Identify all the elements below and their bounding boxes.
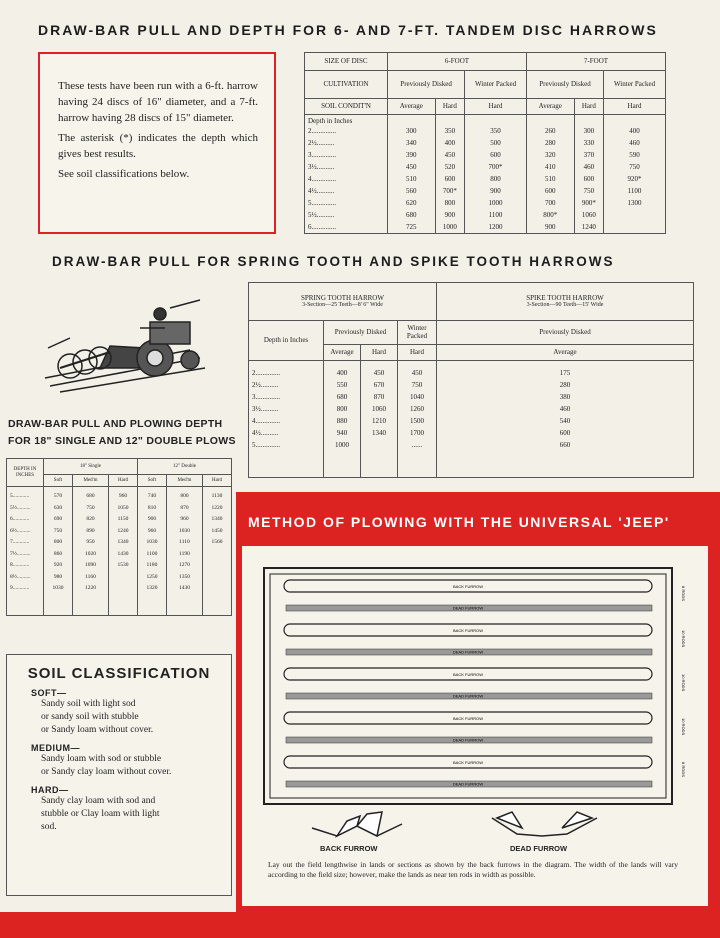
spring-winter-packed: Winter Packed [398, 321, 437, 345]
disc-value-cell: 600 [583, 175, 595, 183]
harrow-value-cell: 380 [559, 393, 571, 401]
plow-value-cell: 1530 [117, 562, 129, 568]
plow-value-cell: 1110 [179, 539, 190, 545]
spring-wp-hard: Hard [398, 345, 437, 361]
plow-value-cell: 1030 [52, 585, 64, 591]
disc-value-cell: 300 [583, 127, 595, 135]
plow-value-cell: 630 [53, 504, 63, 511]
disc-value-cell: 320 [545, 151, 556, 159]
note-paragraph-1: These tests have been run with a 6-ft. harrow having 24 discs of 16" diameter, and a 7-ft. harrow having 28 discs of 15" diameter. [58, 80, 258, 124]
harrow-depth-cell: 2½.......... [252, 381, 279, 389]
plow-value-cell: 960 [147, 527, 157, 534]
harrow-value-cell: 1210 [372, 417, 386, 425]
plow-value-cell: 1450 [211, 527, 223, 534]
note-paragraph-3: See soil classifications below. [58, 168, 190, 180]
harrow-value-cell: 1040 [410, 393, 424, 401]
disc-harrow-title: DRAW-BAR PULL AND DEPTH FOR 6- AND 7-FT. TANDEM DISC HARROWS [38, 22, 658, 38]
plow-depth-cell: 7............ [10, 539, 30, 545]
plow-value-cell [203, 572, 231, 584]
spike-average: Average [437, 345, 694, 361]
disc-value-cell: 600 [545, 187, 556, 195]
harrow-value-cell: 460 [559, 405, 571, 413]
dead-furrow-row-label: DEAD FURROW [452, 781, 484, 787]
disc-value-cell: 410 [545, 163, 556, 171]
plow-value-cell [109, 583, 137, 595]
disc-depth-cell: 3.............. [308, 151, 336, 160]
harrow-depth-cell: 5.............. [252, 441, 280, 449]
disc-value-cell: 400 [629, 127, 640, 135]
dead-furrow-row-label: DEAD FURROW [452, 605, 484, 611]
harrow-value-cell: 600 [559, 429, 571, 437]
harrow-value-cell: 1340 [372, 429, 386, 437]
plow-value-cell [203, 560, 231, 572]
disc-harrow-note-box [38, 52, 276, 234]
plow-value-cell: 980 [53, 573, 63, 580]
single-soft-values [44, 487, 73, 616]
harrow-value-cell: 750 [411, 381, 423, 389]
disc-value-cell: 920* [627, 175, 642, 183]
col-hard-1: Hard [435, 99, 465, 115]
back-furrow-row-label: BACK FURROW [453, 672, 483, 677]
disc-value-cell: 620 [406, 199, 417, 207]
col-hard-3: Hard [574, 99, 604, 115]
plow-value-cell: 1270 [178, 562, 190, 568]
disc-depth-cell: 4.............. [308, 175, 336, 184]
spring-tooth-title: SPRING TOOTH HARROW [301, 293, 384, 302]
seven-avg-values [526, 115, 574, 234]
single-hard-values [109, 487, 138, 616]
harrow-value-cell: 1060 [372, 405, 386, 413]
col-hard-2: Hard [465, 99, 527, 115]
plow-value-cell: 1050 [117, 504, 129, 511]
disc-value-cell: 370 [583, 151, 595, 159]
harrow-value-cell: 940 [336, 429, 348, 437]
plow-depth-label: DEPTH IN INCHES [7, 459, 44, 487]
disc-value-cell: 560 [406, 187, 417, 195]
plow-value-cell: 1340 [117, 539, 129, 545]
disc-value-cell: 300 [406, 127, 417, 135]
harrow-value-cell: 1500 [410, 417, 424, 425]
note-paragraph-2: The asterisk (*) indicates the depth which gives best results. [58, 132, 258, 160]
rod-width-label: 10 RODS [681, 674, 686, 692]
seven-foot-header: 7-FOOT [526, 53, 665, 71]
harrow-depth-cell: 3½.......... [252, 405, 279, 413]
plow-depth-table [6, 458, 232, 616]
cultivation-label: CULTIVATION [305, 71, 388, 99]
harrow-value-cell: 450 [373, 369, 385, 377]
disc-value-cell: 1100 [488, 211, 503, 219]
soil-condition-label: SOIL CONDIT'N [305, 99, 388, 115]
depth-values [308, 125, 387, 233]
six-foot-header: 6-FOOT [388, 53, 527, 71]
harrow-depth-cell: 2.............. [252, 369, 280, 377]
disc-value-cell [604, 209, 665, 221]
col-hard-4: Hard [604, 99, 666, 115]
disc-value-cell: 1240 [581, 223, 596, 231]
plow-value-cell: 1240 [117, 527, 129, 534]
plow-value-cell: 1430 [117, 550, 129, 557]
dead-furrow-row-label: DEAD FURROW [452, 693, 484, 699]
depth-values-2 [249, 361, 324, 478]
harrow-value-cell: 280 [559, 381, 571, 389]
disc-value-cell: 700* [488, 163, 503, 171]
harrow-value-cell: 870 [373, 393, 385, 401]
spring-avg-values [324, 361, 361, 478]
dead-furrow-label: DEAD FURROW [510, 844, 568, 853]
spike-tooth-header [437, 283, 694, 321]
disc-depth-cell: 2.............. [308, 127, 336, 136]
six-prev-disked: Previously Disked [388, 71, 465, 99]
spring-average: Average [324, 345, 361, 361]
harrow-depth-cell: 3.............. [252, 393, 280, 401]
depth-label: Depth in Inches [308, 117, 353, 125]
double-soft: Soft [137, 475, 166, 487]
single-soft: Soft [44, 475, 73, 487]
disc-depth-cell: 6.............. [308, 223, 336, 232]
harrow-value-cell: 800 [336, 405, 348, 413]
dead-furrow-row-label: DEAD FURROW [452, 737, 484, 743]
plow-depth-cell: 7½.......... [10, 550, 31, 557]
six-hard-values [435, 115, 465, 234]
disc-value-cell: 520 [444, 163, 456, 171]
plow-depth-title-line2: FOR 18" SINGLE AND 12" DOUBLE PLOWS [8, 435, 236, 447]
plow-value-cell: 1220 [84, 585, 96, 591]
plow-value-cell: 750 [53, 527, 63, 534]
disc-value-cell: 900* [581, 199, 596, 207]
disc-depth-cell: 2½.......... [308, 139, 335, 148]
plow-value-cell [203, 583, 231, 595]
depth-label-2: Depth in Inches [249, 321, 324, 361]
plow-depth-cell: 9............ [10, 585, 30, 591]
harrow-value-cell: 880 [336, 417, 348, 425]
disc-value-cell: 450 [444, 151, 456, 159]
harrow-value-cell: 1260 [410, 405, 424, 413]
disc-value-cell [604, 221, 665, 233]
spring-spike-table [248, 282, 694, 478]
harrow-value-cell: 660 [559, 441, 571, 449]
plow-value-cell [109, 572, 137, 584]
disc-value-cell: 510 [406, 175, 417, 183]
disc-value-cell: 900 [545, 223, 556, 231]
spring-hard-values [361, 361, 398, 478]
harrow-value-cell: 550 [336, 381, 348, 389]
single-medium: Med'm [72, 475, 108, 487]
plow-value-cell: 960 [118, 493, 128, 499]
single-plow-header: 18" Single [44, 459, 138, 475]
disc-depth-cell: 4½.......... [308, 187, 335, 196]
disc-depth-cell: 5½.......... [308, 211, 335, 220]
disc-value-cell: 590 [629, 151, 640, 159]
double-hard: Hard [203, 475, 232, 487]
soft-text-1: Sandy soil with light sod [41, 699, 136, 709]
hard-text-2: stubble or Clay loam with light [41, 809, 160, 819]
plow-value-cell: 810 [147, 504, 157, 511]
disc-value-cell: 800 [490, 175, 501, 183]
plow-value-cell: 740 [147, 493, 157, 499]
double-med-values [166, 487, 202, 616]
plow-depth-title-line1: DRAW-BAR PULL AND PLOWING DEPTH [8, 418, 223, 430]
plow-value-cell: 690 [53, 516, 63, 522]
plow-value-cell: 860 [53, 550, 63, 557]
plowing-diagram-panel [242, 546, 708, 906]
plow-value-cell: 1100 [146, 550, 158, 557]
rod-width-label: 10 RODS [681, 630, 686, 648]
six-winter-packed: Winter Packed [465, 71, 527, 99]
plow-value-cell: 950 [86, 539, 95, 545]
spring-hard: Hard [361, 345, 398, 361]
disc-value-cell: 460 [629, 139, 640, 147]
plow-value-cell: 1160 [85, 573, 96, 580]
spring-prev-disked: Previously Disked [324, 321, 398, 345]
plow-value-cell: 1340 [211, 516, 223, 522]
plow-depth-cell: 6............ [10, 516, 30, 522]
seven-winter-packed: Winter Packed [604, 71, 666, 99]
plow-value-cell: 1180 [146, 562, 158, 568]
disc-value-cell: 600 [490, 151, 501, 159]
disc-value-cell: 700* [442, 187, 457, 195]
plow-value-cell: 920 [53, 562, 63, 568]
plow-depth-cell: 5............ [10, 493, 30, 499]
disc-value-cell: 800* [543, 211, 558, 219]
double-plow-header: 12" Double [137, 459, 231, 475]
plow-value-cell: 1030 [146, 539, 158, 545]
col-average-1: Average [388, 99, 436, 115]
plow-value-cell: 870 [180, 504, 189, 511]
disc-value-cell: 600 [444, 175, 456, 183]
medium-text-1: Sandy loam with sod or stubble [41, 754, 162, 764]
plow-value-cell: 570 [53, 493, 63, 499]
hard-text-1: Sandy clay loam with sod and [41, 796, 156, 806]
harrow-value-cell: ...... [411, 441, 423, 449]
disc-value-cell: 390 [406, 151, 417, 159]
spike-tooth-sub: 3-Section—90 Teeth—15' Wide [526, 302, 604, 309]
six-avg-values [388, 115, 436, 234]
plow-value-cell: 1150 [117, 516, 129, 522]
disc-value-cell: 750 [629, 163, 640, 171]
harrow-value-cell: 680 [336, 393, 348, 401]
harrow-value-cell: 400 [336, 369, 348, 377]
dead-furrow-illustration [492, 812, 597, 836]
field-diagram [242, 546, 708, 906]
plow-value-cell: 1190 [179, 550, 190, 557]
disc-depth-cell: 5.............. [308, 199, 336, 208]
disc-value-cell: 1060 [581, 211, 596, 219]
spring-wp-hard-values [398, 361, 437, 478]
soft-text-3: or Sandy loam without cover. [41, 725, 154, 735]
disc-value-cell: 700 [545, 199, 556, 207]
plow-value-cell: 820 [86, 516, 95, 522]
six-winter-hard-values [465, 115, 527, 234]
plow-depth-cell: 8½.......... [10, 573, 31, 580]
plow-value-cell: 1320 [146, 585, 158, 591]
plow-value-cell: 1430 [178, 585, 190, 591]
col-average-2: Average [526, 99, 574, 115]
plowing-caption: Lay out the field lengthwise in lands or sections as shown by the back furrows in the diagram. The width of the lands will vary according to the field size; however, make the lands as near ten rods in width as possible. [268, 860, 678, 879]
harrow-value-cell: 1000 [335, 441, 349, 449]
disc-value-cell: 280 [545, 139, 556, 147]
plow-value-cell: 1350 [178, 573, 190, 580]
seven-winter-hard-values [604, 115, 666, 234]
harrow-value-cell: 540 [559, 417, 571, 425]
plow-depth-values [7, 487, 44, 616]
disc-value-cell: 900 [444, 211, 456, 219]
dead-furrow-row-label: DEAD FURROW [452, 649, 484, 655]
soil-classification-title: SOIL CLASSIFICATION [27, 665, 211, 682]
back-furrow-illustration [312, 812, 402, 836]
disc-value-cell: 340 [406, 139, 417, 147]
disc-value-cell: 450 [406, 163, 417, 171]
plow-value-cell: 680 [86, 493, 95, 499]
plow-value-cell: 1130 [211, 493, 223, 499]
plow-value-cell: 800 [53, 539, 63, 545]
disc-value-cell: 1300 [627, 199, 642, 207]
double-soft-values [137, 487, 166, 616]
plow-value-cell: 1030 [178, 527, 190, 534]
plow-value-cell: 900 [147, 516, 157, 522]
disc-value-cell: 350 [490, 127, 501, 135]
soft-heading: SOFT— [31, 688, 67, 698]
disc-value-cell: 400 [444, 139, 456, 147]
disc-harrow-table [304, 52, 666, 234]
plow-value-cell: 1220 [211, 504, 223, 511]
disc-value-cell: 1200 [488, 223, 503, 231]
medium-text-2: or Sandy clay loam without cover. [41, 767, 172, 777]
plow-depth-cell: 8............ [10, 562, 30, 568]
spring-spike-title: DRAW-BAR PULL FOR SPRING TOOTH AND SPIKE TOOTH HARROWS [52, 254, 615, 269]
disc-value-cell: 1000 [488, 199, 503, 207]
disc-value-cell: 900 [490, 187, 501, 195]
depth-column [305, 115, 388, 234]
plow-value-cell: 1020 [84, 550, 96, 557]
rod-width-label: 8 RODS [681, 762, 686, 777]
single-med-values [72, 487, 108, 616]
spike-prev-disked: Previously Disked [437, 321, 694, 345]
double-medium: Med'm [166, 475, 202, 487]
harrow-value-cell: 1700 [410, 429, 424, 437]
rod-width-label: 8 RODS [681, 586, 686, 601]
disc-value-cell: 350 [444, 127, 456, 135]
medium-heading: MEDIUM— [31, 743, 80, 753]
hard-heading: HARD— [31, 785, 69, 795]
back-furrow-label: BACK FURROW [320, 844, 378, 853]
back-furrow-row-label: BACK FURROW [453, 584, 483, 589]
back-furrow-row-label: BACK FURROW [453, 628, 483, 633]
plow-value-cell: 1250 [146, 573, 158, 580]
plow-value-cell: 750 [86, 504, 95, 511]
back-furrow-row-label: BACK FURROW [453, 716, 483, 721]
plow-depth-cell: 5½.......... [10, 504, 31, 511]
disc-value-cell: 1100 [627, 187, 642, 195]
seven-prev-disked: Previously Disked [526, 71, 603, 99]
disc-value-cell: 510 [545, 175, 556, 183]
plow-value-cell: 1090 [84, 562, 96, 568]
soil-classification-box [6, 654, 232, 896]
spring-tooth-sub: 3-Section—25 Teeth—8' 6" Wide [302, 302, 383, 309]
rod-width-label: 10 RODS [681, 718, 686, 736]
tractor-plow-illustration [40, 288, 208, 396]
spike-tooth-title: SPIKE TOOTH HARROW [526, 293, 604, 302]
disc-value-cell: 1000 [442, 223, 457, 231]
plow-value-cell: 890 [86, 527, 95, 534]
disc-value-cell: 460 [583, 163, 595, 171]
double-hard-values [203, 487, 232, 616]
plow-value-cell: 1560 [211, 539, 223, 545]
plow-value-cell [203, 549, 231, 561]
disc-value-cell: 750 [583, 187, 595, 195]
harrow-value-cell: 670 [373, 381, 385, 389]
harrow-value-cell: 175 [559, 369, 571, 377]
spring-tooth-header [249, 283, 437, 321]
plow-depth-cell: 6½.......... [10, 527, 31, 534]
disc-value-cell: 725 [406, 223, 417, 231]
disc-value-cell: 260 [545, 127, 556, 135]
back-furrow-row-label: BACK FURROW [453, 760, 483, 765]
harrow-value-cell [361, 439, 397, 451]
disc-depth-cell: 3½.......... [308, 163, 335, 172]
spike-avg-values [437, 361, 694, 478]
bottom-red-band [0, 912, 720, 938]
harrow-value-cell: 450 [411, 369, 423, 377]
disc-value-cell: 330 [583, 139, 595, 147]
plow-value-cell: 800 [180, 493, 189, 499]
hard-text-3: sod. [41, 822, 57, 832]
plow-value-cell: 960 [180, 516, 189, 522]
size-of-disc-label: SIZE OF DISC [305, 53, 388, 71]
harrow-depth-cell: 4.............. [252, 417, 280, 425]
single-hard: Hard [109, 475, 138, 487]
plowing-title: METHOD OF PLOWING WITH THE UNIVERSAL 'JEEP' [248, 514, 670, 530]
seven-hard-values [574, 115, 604, 234]
soft-text-2: or sandy soil with stubble [41, 712, 139, 722]
harrow-depth-cell: 4½.......... [252, 429, 279, 437]
disc-value-cell: 800 [444, 199, 456, 207]
disc-value-cell: 500 [490, 139, 501, 147]
disc-value-cell: 680 [406, 211, 417, 219]
